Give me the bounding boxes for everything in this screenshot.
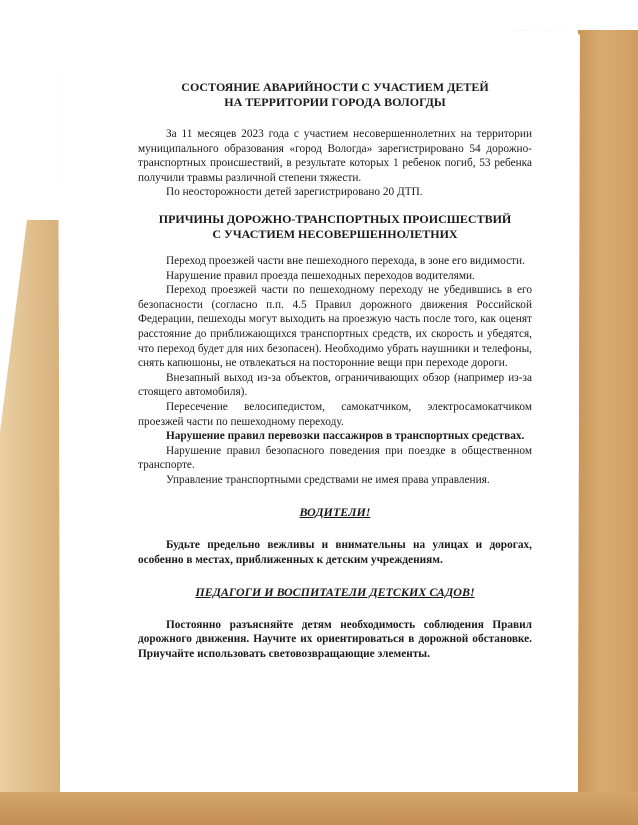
intro-paragraph: За 11 месяцев 2023 года с участием несовершеннолетних на территории муниципального образования «город Вологда» зарегистрировано 54 дорожно-транспортных происшествий, в результате которых 1 ребенок погиб, 53 ребенка получили травмы различной степени тяжести. (138, 128, 532, 184)
cause-item: Переход проезжей части по пешеходному переходу не убедившись в его безопасности (согласно п.п. 4.5 Правил дорожного движения Российской Федерации, пешеходы могут выходить на проезжую часть после того, как оценят расстояние до приближающихся транспортных средств, их скорость и убедятся, что переход будет для них безопасен). Необходимо убрать наушники и телефоны, снять капюшоны, не отвлекаться на посторонние вещи при переходе дороги. (138, 284, 532, 370)
causes-title-line-1: ПРИЧИНЫ ДОРОЖНО-ТРАНСПОРТНЫХ ПРОИСШЕСТВИЙ (158, 211, 512, 226)
causes-title (138, 212, 532, 242)
document-body (138, 80, 532, 662)
wooden-surface-left (0, 220, 60, 825)
cause-item: Нарушение правил проезда пешеходных переходов водителями. (166, 269, 475, 282)
cause-item: Нарушение правил перевозки пассажиров в транспортных средствах. (166, 430, 525, 443)
cause-item: Переход проезжей части вне пешеходного перехода, в зоне его видимости. (166, 254, 525, 267)
title-line-1: СОСТОЯНИЕ АВАРИЙНОСТИ С УЧАСТИЕМ ДЕТЕЙ (181, 80, 489, 94)
drivers-heading: ВОДИТЕЛИ! (299, 505, 371, 520)
cause-item: Нарушение правил безопасного поведения при поездке в общественном транспорте. (138, 444, 532, 472)
cause-item: Пересечение велосипедистом, самокатчиком, электросамокатчиком проезжей части по пешеходному переходу. (138, 400, 532, 428)
teachers-appeal: Постоянно разъясняйте детям необходимость соблюдения Правил дорожного движения. Научите их ориентироваться в дорожной обстановке. Приучайте использовать световозвращающие элементы. (138, 618, 532, 661)
drivers-appeal: Будьте предельно вежливы и внимательны на улицах и дорогах, особенно в местах, приближенных к детским учреждениям. (138, 539, 532, 566)
teachers-heading: ПЕДАГОГИ И ВОСПИТАТЕЛИ ДЕТСКИХ САДОВ! (195, 585, 475, 600)
wooden-surface-bottom (0, 792, 638, 825)
wooden-surface-right (578, 30, 638, 825)
document-title (138, 80, 532, 110)
cause-item: Управление транспортными средствами не имея права управления. (166, 473, 490, 486)
intro-paragraph-2: По неосторожности детей зарегистрировано 20 ДТП. (166, 186, 423, 199)
title-line-2: НА ТЕРРИТОРИИ ГОРОДА ВОЛОГДЫ (224, 95, 446, 109)
cause-item: Внезапный выход из-за объектов, ограничивающих обзор (например из-за стоящего автомобиля). (138, 371, 532, 399)
causes-title-line-2: С УЧАСТИЕМ НЕСОВЕРШЕННОЛЕТНИХ (212, 226, 458, 241)
